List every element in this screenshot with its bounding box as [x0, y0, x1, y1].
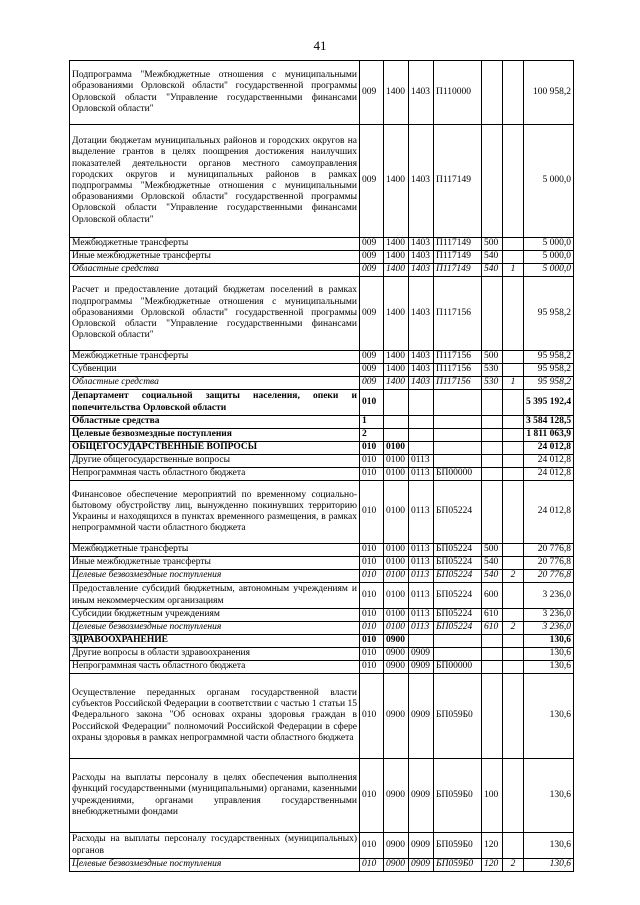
table-row — [70, 455, 574, 468]
row-name: Другие вопросы в области здравоохранения — [70, 648, 360, 661]
target-article: БП05224 — [434, 481, 482, 544]
subsection-code: 0113 — [409, 481, 434, 544]
expense-type: 540 — [482, 570, 503, 583]
row-name: Осуществление переданных органам государственной власти субъектов Российской Федерации в соответствии с частью 1 статьи 15 Федерального закона "Об основах охраны здоровья граждан в Российской Федерации" полномочий Российской Федерации в сфере охраны здоровья в рамках непрограммной части областного бюджета — [70, 674, 360, 759]
section-code: 0100 — [384, 583, 409, 609]
subsection-code: 0113 — [409, 583, 434, 609]
table-row — [70, 364, 574, 377]
expense-type — [482, 61, 503, 125]
subsection-code: 1403 — [409, 61, 434, 125]
row-amount: 100 958,2 — [524, 61, 574, 125]
expense-type: 540 — [482, 251, 503, 264]
section-code: 1400 — [384, 61, 409, 125]
org-code: 009 — [360, 351, 384, 364]
funding-source: 2 — [503, 622, 524, 635]
subsection-code: 0113 — [409, 570, 434, 583]
row-name: Департамент социальной защиты населения, опеки и попечительства Орловской области — [70, 390, 360, 416]
row-name: Предоставление субсидий бюджетным, автономным учреждениям и иным некоммерческим организациям — [70, 583, 360, 609]
row-amount: 5 000,0 — [524, 264, 574, 277]
row-name: Непрограммная часть областного бюджета — [70, 661, 360, 674]
org-code: 010 — [360, 468, 384, 481]
funding-source: 1 — [503, 377, 524, 390]
section-code: 0100 — [384, 544, 409, 557]
table-row — [70, 390, 574, 416]
org-code: 009 — [360, 238, 384, 251]
row-name: ОБЩЕГОСУДАРСТВЕННЫЕ ВОПРОСЫ — [70, 442, 360, 455]
expense-type: 600 — [482, 583, 503, 609]
row-name: Дотации бюджетам муниципальных районов и городских округов на выделение грантов в целях поощрения достижения наилучших показателей деятельности органов местного самоуправления городских округов и муниципальных районов в рамках подпрограммы "Межбюджетные отношения с муниципальными образованиями Орловской области" государственной программы Орловской области "Управление государственными финансами Орловской области" — [70, 125, 360, 238]
funding-source — [503, 61, 524, 125]
expense-type: 610 — [482, 609, 503, 622]
row-amount: 3 584 128,5 — [524, 416, 574, 429]
row-name: Иные межбюджетные трансферты — [70, 557, 360, 570]
funding-source — [503, 833, 524, 859]
expense-type — [482, 661, 503, 674]
funding-source — [503, 661, 524, 674]
target-article: П117149 — [434, 251, 482, 264]
row-amount: 95 958,2 — [524, 364, 574, 377]
row-amount: 24 012,8 — [524, 468, 574, 481]
table-row — [70, 277, 574, 351]
table-row — [70, 125, 574, 238]
org-code: 009 — [360, 251, 384, 264]
expense-type — [482, 390, 503, 416]
section-code: 0100 — [384, 442, 409, 455]
org-code: 010 — [360, 390, 384, 416]
org-code: 009 — [360, 264, 384, 277]
expense-type — [482, 277, 503, 351]
section-code: 0100 — [384, 468, 409, 481]
table-row — [70, 544, 574, 557]
row-amount: 130,6 — [524, 635, 574, 648]
target-article: БП05224 — [434, 570, 482, 583]
row-amount: 5 000,0 — [524, 125, 574, 238]
target-article: БП00000 — [434, 661, 482, 674]
subsection-code: 1403 — [409, 264, 434, 277]
section-code: 1400 — [384, 264, 409, 277]
target-article: БП05224 — [434, 583, 482, 609]
target-article: БП05224 — [434, 557, 482, 570]
row-amount: 95 958,2 — [524, 351, 574, 364]
funding-source — [503, 277, 524, 351]
table-row — [70, 557, 574, 570]
expense-type — [482, 416, 503, 429]
funding-source: 2 — [503, 859, 524, 872]
table-row — [70, 622, 574, 635]
row-amount: 95 958,2 — [524, 377, 574, 390]
target-article: П117149 — [434, 238, 482, 251]
row-name: Непрограммная часть областного бюджета — [70, 468, 360, 481]
table-row — [70, 442, 574, 455]
target-article — [434, 429, 482, 442]
table-row — [70, 468, 574, 481]
section-code: 1400 — [384, 351, 409, 364]
funding-source — [503, 759, 524, 833]
target-article: БП05224 — [434, 622, 482, 635]
row-amount: 3 236,0 — [524, 609, 574, 622]
funding-source — [503, 125, 524, 238]
org-code: 010 — [360, 635, 384, 648]
row-amount: 130,6 — [524, 674, 574, 759]
funding-source: 2 — [503, 570, 524, 583]
row-amount: 130,6 — [524, 648, 574, 661]
subsection-code: 0909 — [409, 661, 434, 674]
row-amount: 130,6 — [524, 859, 574, 872]
expense-type — [482, 442, 503, 455]
section-code: 0900 — [384, 661, 409, 674]
org-code: 010 — [360, 661, 384, 674]
section-code: 1400 — [384, 377, 409, 390]
target-article: П117156 — [434, 364, 482, 377]
org-code: 010 — [360, 544, 384, 557]
org-code: 009 — [360, 364, 384, 377]
row-amount: 3 236,0 — [524, 583, 574, 609]
row-amount: 5 000,0 — [524, 251, 574, 264]
expense-type: 540 — [482, 557, 503, 570]
row-amount: 5 000,0 — [524, 238, 574, 251]
org-code: 010 — [360, 759, 384, 833]
row-name: Расходы на выплаты персоналу в целях обеспечения выполнения функций государственными (муниципальными) органами, казенными учреждениями, органами управления государственными внебюджетными фондами — [70, 759, 360, 833]
org-code: 010 — [360, 833, 384, 859]
row-amount: 24 012,8 — [524, 481, 574, 544]
expense-type: 530 — [482, 364, 503, 377]
section-code: 0900 — [384, 833, 409, 859]
expense-type — [482, 481, 503, 544]
org-code: 010 — [360, 557, 384, 570]
table-row — [70, 251, 574, 264]
section-code: 0900 — [384, 859, 409, 872]
org-code: 009 — [360, 277, 384, 351]
funding-source — [503, 251, 524, 264]
org-code: 010 — [360, 583, 384, 609]
expense-type — [482, 125, 503, 238]
section-code — [384, 416, 409, 429]
subsection-code: 0909 — [409, 674, 434, 759]
subsection-code: 1403 — [409, 351, 434, 364]
table-row — [70, 661, 574, 674]
org-code: 1 — [360, 416, 384, 429]
row-name: Целевые безвозмездные поступления — [70, 859, 360, 872]
target-article: П117156 — [434, 277, 482, 351]
section-code: 1400 — [384, 364, 409, 377]
row-name: Областные средства — [70, 264, 360, 277]
row-name: Областные средства — [70, 416, 360, 429]
subsection-code: 1403 — [409, 364, 434, 377]
funding-source: 1 — [503, 264, 524, 277]
org-code: 010 — [360, 622, 384, 635]
subsection-code: 0909 — [409, 859, 434, 872]
expense-type: 530 — [482, 377, 503, 390]
org-code: 009 — [360, 125, 384, 238]
org-code: 009 — [360, 377, 384, 390]
table-row — [70, 481, 574, 544]
subsection-code — [409, 429, 434, 442]
row-name: Подпрограмма "Межбюджетные отношения с муниципальными образованиями Орловской области" государственной программы Орловской области "Управление государственными финансами Орловской области" — [70, 61, 360, 125]
row-amount: 3 236,0 — [524, 622, 574, 635]
expense-type: 540 — [482, 264, 503, 277]
subsection-code — [409, 442, 434, 455]
expense-type — [482, 635, 503, 648]
target-article — [434, 648, 482, 661]
expense-type: 120 — [482, 859, 503, 872]
funding-source — [503, 416, 524, 429]
target-article: БП05224 — [434, 609, 482, 622]
table-row — [70, 61, 574, 125]
funding-source — [503, 648, 524, 661]
subsection-code: 1403 — [409, 277, 434, 351]
table-row — [70, 238, 574, 251]
table-row — [70, 635, 574, 648]
row-name: Расчет и предоставление дотаций бюджетам поселений в рамках подпрограммы "Межбюджетные отношения с муниципальными образованиями Орловской области" государственной программы Орловской области "Управление государственными финансами Орловской области" — [70, 277, 360, 351]
table-row — [70, 416, 574, 429]
subsection-code — [409, 635, 434, 648]
org-code: 010 — [360, 674, 384, 759]
target-article: БП059Б0 — [434, 759, 482, 833]
org-code: 010 — [360, 570, 384, 583]
funding-source — [503, 635, 524, 648]
table-row — [70, 648, 574, 661]
target-article — [434, 635, 482, 648]
target-article: П110000 — [434, 61, 482, 125]
target-article — [434, 442, 482, 455]
subsection-code: 1403 — [409, 251, 434, 264]
funding-source — [503, 609, 524, 622]
target-article: БП05224 — [434, 544, 482, 557]
org-code: 010 — [360, 442, 384, 455]
subsection-code: 0909 — [409, 833, 434, 859]
funding-source — [503, 364, 524, 377]
target-article: БП00000 — [434, 468, 482, 481]
org-code: 010 — [360, 455, 384, 468]
row-amount: 20 776,8 — [524, 557, 574, 570]
funding-source — [503, 442, 524, 455]
funding-source — [503, 674, 524, 759]
section-code: 0100 — [384, 622, 409, 635]
subsection-code: 0113 — [409, 455, 434, 468]
section-code: 0900 — [384, 648, 409, 661]
subsection-code — [409, 390, 434, 416]
table-row — [70, 264, 574, 277]
subsection-code — [409, 416, 434, 429]
section-code: 0100 — [384, 609, 409, 622]
funding-source — [503, 481, 524, 544]
row-name: Межбюджетные трансферты — [70, 544, 360, 557]
expense-type: 100 — [482, 759, 503, 833]
subsection-code: 1403 — [409, 377, 434, 390]
target-article: П117149 — [434, 125, 482, 238]
expense-type: 610 — [482, 622, 503, 635]
subsection-code: 0113 — [409, 609, 434, 622]
row-name: Финансовое обеспечение мероприятий по временному социально-бытовому обустройству лиц, вынужденно покинувших территорию Украины и находящихся в пунктах временного размещения, в рамках непрограммной части областного бюджета — [70, 481, 360, 544]
org-code: 010 — [360, 648, 384, 661]
table-row — [70, 429, 574, 442]
row-amount: 1 811 063,9 — [524, 429, 574, 442]
org-code: 2 — [360, 429, 384, 442]
row-amount: 130,6 — [524, 833, 574, 859]
table-row — [70, 583, 574, 609]
row-name: Областные средства — [70, 377, 360, 390]
table-row — [70, 609, 574, 622]
row-amount: 5 395 192,4 — [524, 390, 574, 416]
expense-type — [482, 468, 503, 481]
section-code: 0900 — [384, 759, 409, 833]
funding-source — [503, 583, 524, 609]
page-number: 41 — [313, 38, 327, 53]
row-amount: 20 776,8 — [524, 570, 574, 583]
funding-source — [503, 429, 524, 442]
subsection-code: 0909 — [409, 759, 434, 833]
section-code — [384, 429, 409, 442]
row-amount: 24 012,8 — [524, 442, 574, 455]
funding-source — [503, 468, 524, 481]
section-code: 1400 — [384, 238, 409, 251]
subsection-code: 0113 — [409, 622, 434, 635]
expense-type: 120 — [482, 833, 503, 859]
funding-source — [503, 544, 524, 557]
subsection-code: 0113 — [409, 557, 434, 570]
target-article: БП059Б0 — [434, 674, 482, 759]
section-code: 1400 — [384, 277, 409, 351]
org-code: 010 — [360, 481, 384, 544]
section-code: 0100 — [384, 570, 409, 583]
target-article: БП059Б0 — [434, 833, 482, 859]
table-row — [70, 351, 574, 364]
target-article — [434, 390, 482, 416]
funding-source — [503, 455, 524, 468]
row-name: Иные межбюджетные трансферты — [70, 251, 360, 264]
funding-source — [503, 238, 524, 251]
expense-type — [482, 674, 503, 759]
row-name: ЗДРАВООХРАНЕНИЕ — [70, 635, 360, 648]
row-name: Целевые безвозмездные поступления — [70, 429, 360, 442]
org-code: 009 — [360, 61, 384, 125]
section-code: 0100 — [384, 481, 409, 544]
table-row — [70, 833, 574, 859]
row-amount: 95 958,2 — [524, 277, 574, 351]
expense-type — [482, 429, 503, 442]
table-row — [70, 570, 574, 583]
expense-type: 500 — [482, 544, 503, 557]
row-name: Другие общегосударственные вопросы — [70, 455, 360, 468]
row-name: Межбюджетные трансферты — [70, 238, 360, 251]
table-row — [70, 759, 574, 833]
section-code: 0900 — [384, 674, 409, 759]
section-code: 0100 — [384, 455, 409, 468]
budget-table — [69, 60, 574, 872]
target-article: П117156 — [434, 377, 482, 390]
row-amount: 20 776,8 — [524, 544, 574, 557]
section-code — [384, 390, 409, 416]
table-row — [70, 859, 574, 872]
target-article: БП059Б0 — [434, 859, 482, 872]
expense-type: 500 — [482, 238, 503, 251]
subsection-code: 0113 — [409, 468, 434, 481]
funding-source — [503, 557, 524, 570]
row-amount: 130,6 — [524, 759, 574, 833]
org-code: 010 — [360, 609, 384, 622]
target-article: П117149 — [434, 264, 482, 277]
expense-type — [482, 455, 503, 468]
row-name: Целевые безвозмездные поступления — [70, 570, 360, 583]
funding-source — [503, 390, 524, 416]
section-code: 1400 — [384, 125, 409, 238]
row-name: Целевые безвозмездные поступления — [70, 622, 360, 635]
row-amount: 130,6 — [524, 661, 574, 674]
row-name: Расходы на выплаты персоналу государственных (муниципальных) органов — [70, 833, 360, 859]
row-amount: 24 012,8 — [524, 455, 574, 468]
section-code: 0900 — [384, 635, 409, 648]
subsection-code: 0909 — [409, 648, 434, 661]
table-row — [70, 377, 574, 390]
subsection-code: 0113 — [409, 544, 434, 557]
subsection-code: 1403 — [409, 238, 434, 251]
target-article — [434, 416, 482, 429]
section-code: 0100 — [384, 557, 409, 570]
funding-source — [503, 351, 524, 364]
expense-type: 500 — [482, 351, 503, 364]
expense-type — [482, 648, 503, 661]
row-name: Субвенции — [70, 364, 360, 377]
subsection-code: 1403 — [409, 125, 434, 238]
target-article — [434, 455, 482, 468]
table-row — [70, 674, 574, 759]
row-name: Субсидии бюджетным учреждениям — [70, 609, 360, 622]
target-article: П117156 — [434, 351, 482, 364]
org-code: 010 — [360, 859, 384, 872]
section-code: 1400 — [384, 251, 409, 264]
row-name: Межбюджетные трансферты — [70, 351, 360, 364]
